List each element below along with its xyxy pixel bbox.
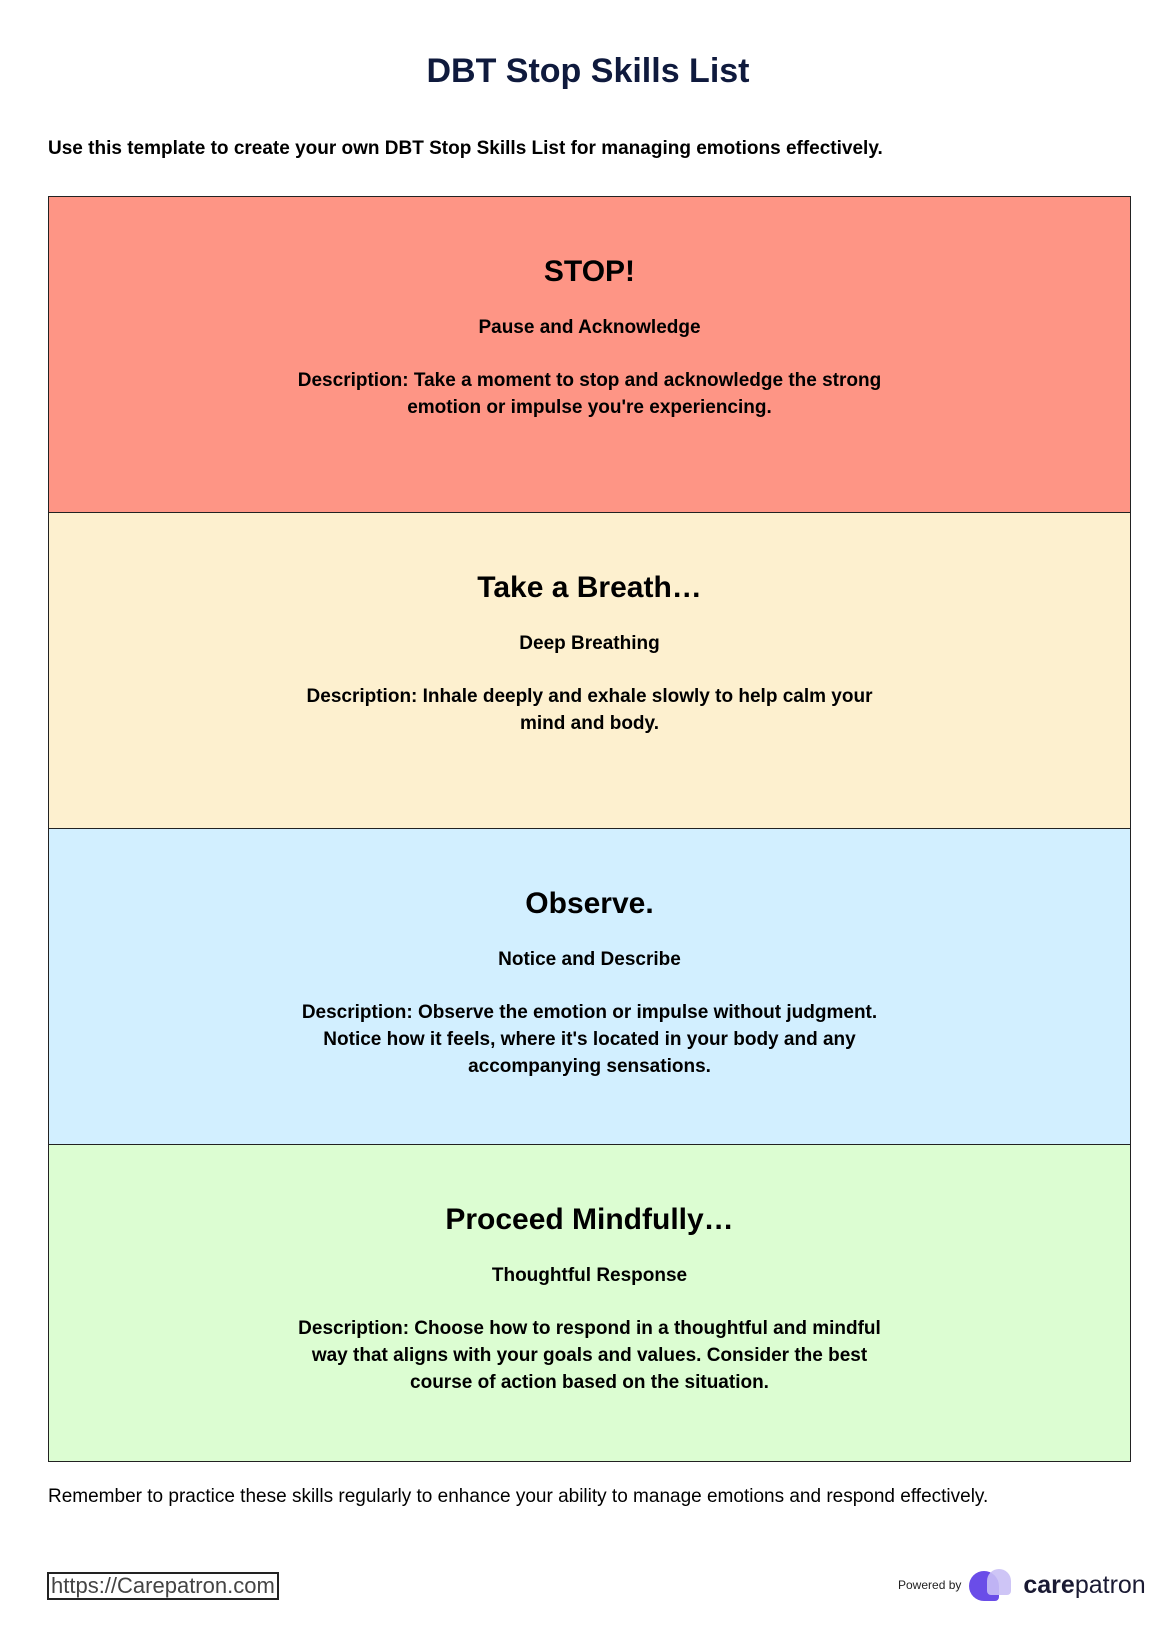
brand-rest: patron (1074, 1570, 1146, 1599)
section-take-a-breath (49, 513, 1130, 829)
skills-table (48, 196, 1131, 1462)
section-stop (49, 197, 1130, 513)
section-description: Description: Inhale deeply and exhale slowly to help calm your mind and body. (306, 686, 873, 734)
section-description: Description: Choose how to respond in a thoughtful and mindful way that aligns with your goals and values. Consider the best course of action based on the situation. (298, 1318, 881, 1393)
section-subheading: Thoughtful Response (491, 1265, 688, 1286)
section-heading: Observe. (525, 887, 654, 920)
section-subheading: Deep Breathing (519, 633, 660, 654)
powered-by-badge (898, 1569, 1146, 1601)
carepatron-logo-icon (969, 1569, 1017, 1601)
section-observe (49, 829, 1130, 1145)
section-subheading: Pause and Acknowledge (478, 317, 701, 338)
section-proceed-mindfully (49, 1145, 1130, 1461)
section-subheading: Notice and Describe (498, 949, 681, 970)
carepatron-link[interactable]: https://Carepatron.com (47, 1572, 279, 1600)
brand-bold: care (1023, 1570, 1075, 1599)
intro-text: Use this template to create your own DBT Stop Skills List for managing emotions effectively. (48, 138, 883, 159)
section-heading: Take a Breath… (477, 571, 702, 604)
section-description: Description: Observe the emotion or impulse without judgment. Notice how it feels, where it's located in your body and any accompanying sensations. (301, 1002, 878, 1077)
section-heading: Proceed Mindfully… (445, 1203, 734, 1236)
brand-name (1023, 1571, 1145, 1600)
page-title: DBT Stop Skills List (426, 52, 750, 90)
section-description: Description: Take a moment to stop and acknowledge the strong emotion or impulse you're experiencing. (297, 370, 882, 418)
powered-by-label: Powered by (898, 1578, 962, 1592)
section-heading: STOP! (543, 255, 636, 288)
footer-text: Remember to practice these skills regularly to enhance your ability to manage emotions and respond effectively. (48, 1486, 989, 1507)
